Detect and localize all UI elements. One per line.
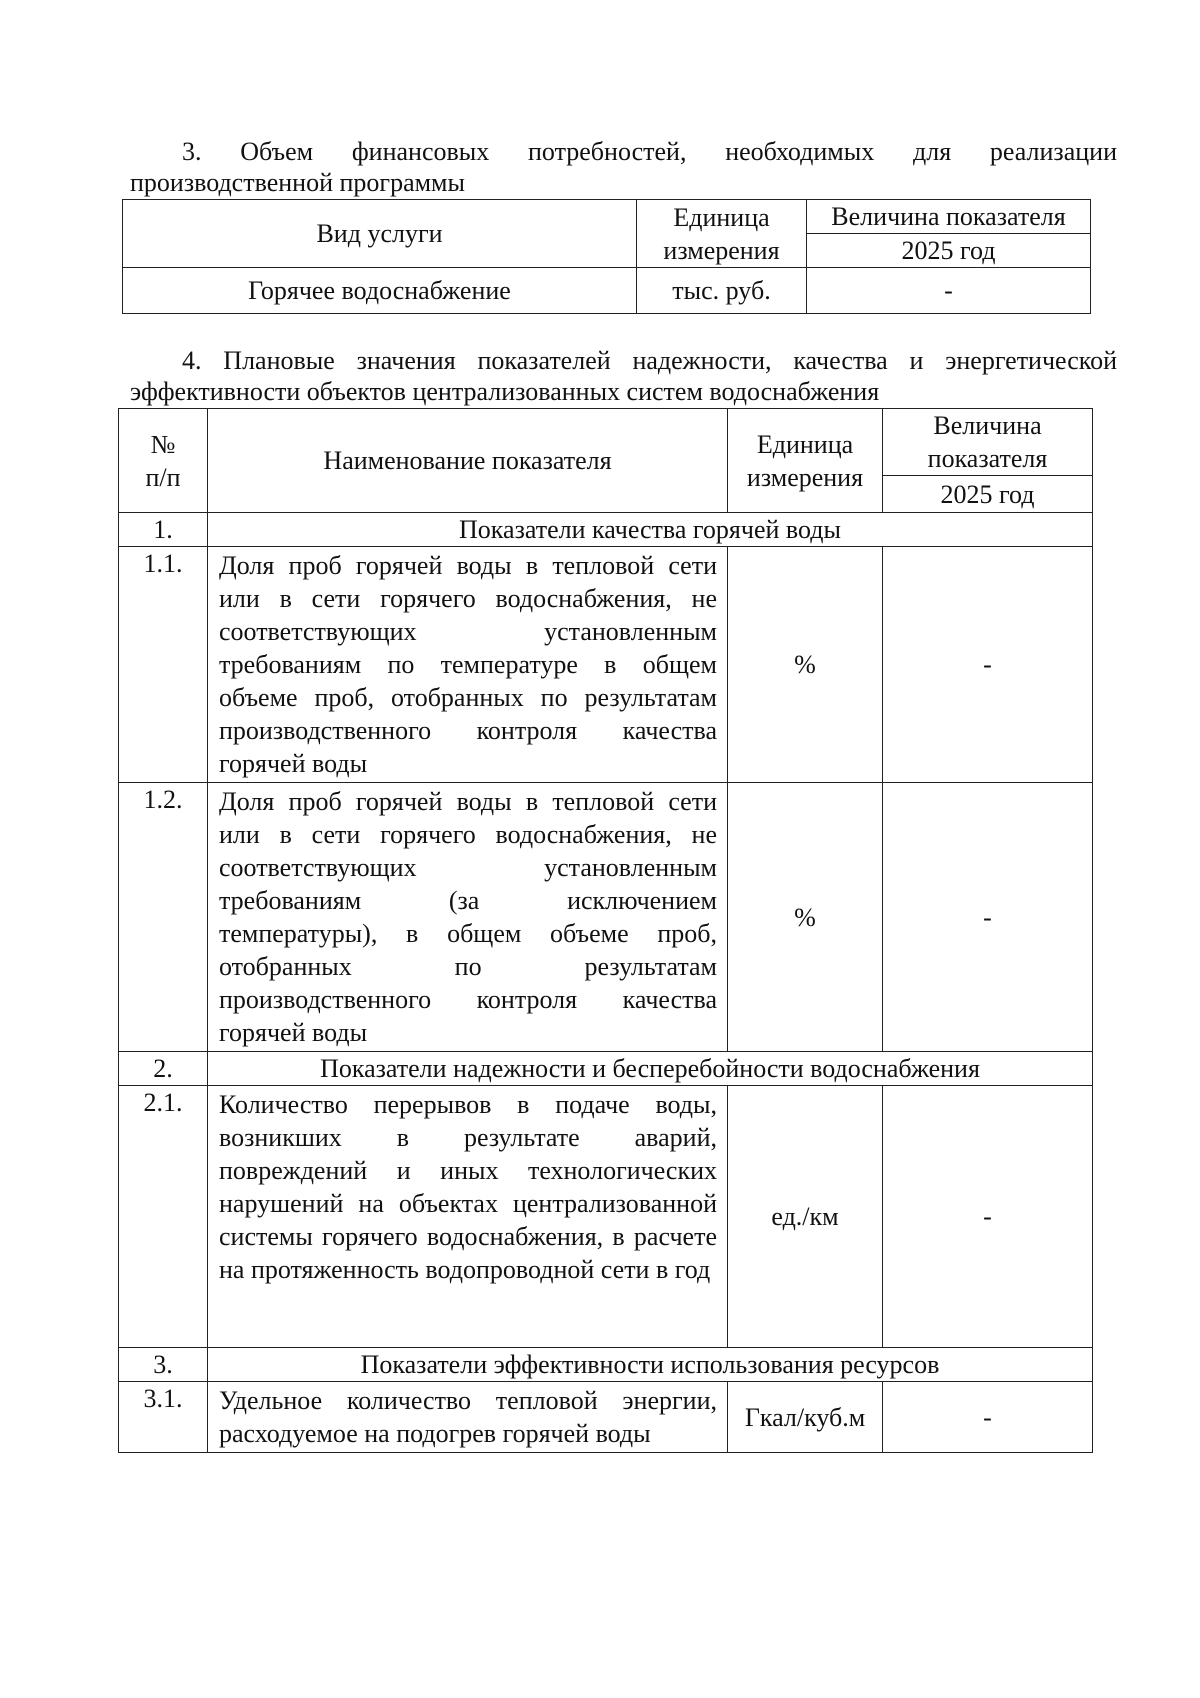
section-title: Показатели надежности и бесперебойности водоснабжения (208, 1052, 1093, 1086)
section-row (119, 1052, 1093, 1086)
table-header-row (119, 409, 1093, 476)
header-indicator-value: Величина показателя (807, 200, 1091, 234)
table-header-row (123, 200, 1091, 234)
row-service: Горячее водоснабжение (123, 268, 637, 314)
row-number: 1.1. (119, 547, 208, 783)
header-year: 2025 год (807, 234, 1091, 268)
row-indicator-name: Доля проб горячей воды в тепловой сети или в сети горячего водоснабжения, не соответствующих установленным требованиям по температуре в общем объеме проб, отобранных по результатам производственного контроля качества горячей воды (208, 547, 728, 783)
row-number: 1.2. (119, 783, 208, 1052)
financial-needs-table (122, 199, 1091, 314)
section-title: Показатели эффективности использования ресурсов (208, 1348, 1093, 1382)
row-value: - (883, 547, 1093, 783)
section-4-heading-line1: 4. Плановые значения показателей надежности, качества и энергетической (182, 346, 1117, 375)
section-3-heading (130, 136, 1117, 198)
table-row (119, 1382, 1093, 1453)
row-value: - (883, 1086, 1093, 1348)
row-indicator-name: Удельное количество тепловой энергии, расходуемое на подогрев горячей воды (208, 1382, 728, 1453)
row-unit: ед./км (728, 1086, 883, 1348)
table-row (119, 547, 1093, 783)
header-indicator-name: Наименование показателя (208, 409, 728, 513)
table-row (119, 783, 1093, 1052)
row-number: 3.1. (119, 1382, 208, 1453)
section-4-heading (130, 345, 1117, 407)
section-row (119, 513, 1093, 547)
section-row (119, 1348, 1093, 1382)
header-service-type: Вид услуги (123, 200, 637, 268)
section-title: Показатели качества горячей воды (208, 513, 1093, 547)
table-row (119, 1086, 1093, 1348)
row-unit: % (728, 783, 883, 1052)
row-unit: тыс. руб. (637, 268, 807, 314)
row-unit: % (728, 547, 883, 783)
section-3-heading-line2: производственной программы (130, 168, 465, 197)
header-indicator-value: Величина показателя (883, 409, 1093, 476)
row-indicator-name: Доля проб горячей воды в тепловой сети или в сети горячего водоснабжения, не соответствующих установленным требованиям (за исключением температуры), в общем объеме проб, отобранных по результатам производственного контроля качества горячей воды (208, 783, 728, 1052)
section-4-heading-line2: эффективности объектов централизованных систем водоснабжения (130, 377, 880, 406)
section-number: 3. (119, 1348, 208, 1382)
indicators-table (118, 408, 1093, 1453)
row-unit: Гкал/куб.м (728, 1382, 883, 1453)
row-value: - (807, 268, 1091, 314)
header-unit: Единица измерения (637, 200, 807, 268)
row-number: 2.1. (119, 1086, 208, 1348)
section-number: 2. (119, 1052, 208, 1086)
header-year: 2025 год (883, 476, 1093, 513)
row-value: - (883, 783, 1093, 1052)
section-number: 1. (119, 513, 208, 547)
header-unit: Единица измерения (728, 409, 883, 513)
header-number: № п/п (119, 409, 208, 513)
table-row (123, 268, 1091, 314)
row-indicator-name: Количество перерывов в подаче воды, возникших в результате аварий, повреждений и иных технологических нарушений на объектах централизованной системы горячего водоснабжения, в расчете на протяженность водопроводной сети в год (208, 1086, 728, 1348)
row-value: - (883, 1382, 1093, 1453)
section-3-heading-line1: 3. Объем финансовых потребностей, необходимых для реализации (182, 137, 1117, 166)
